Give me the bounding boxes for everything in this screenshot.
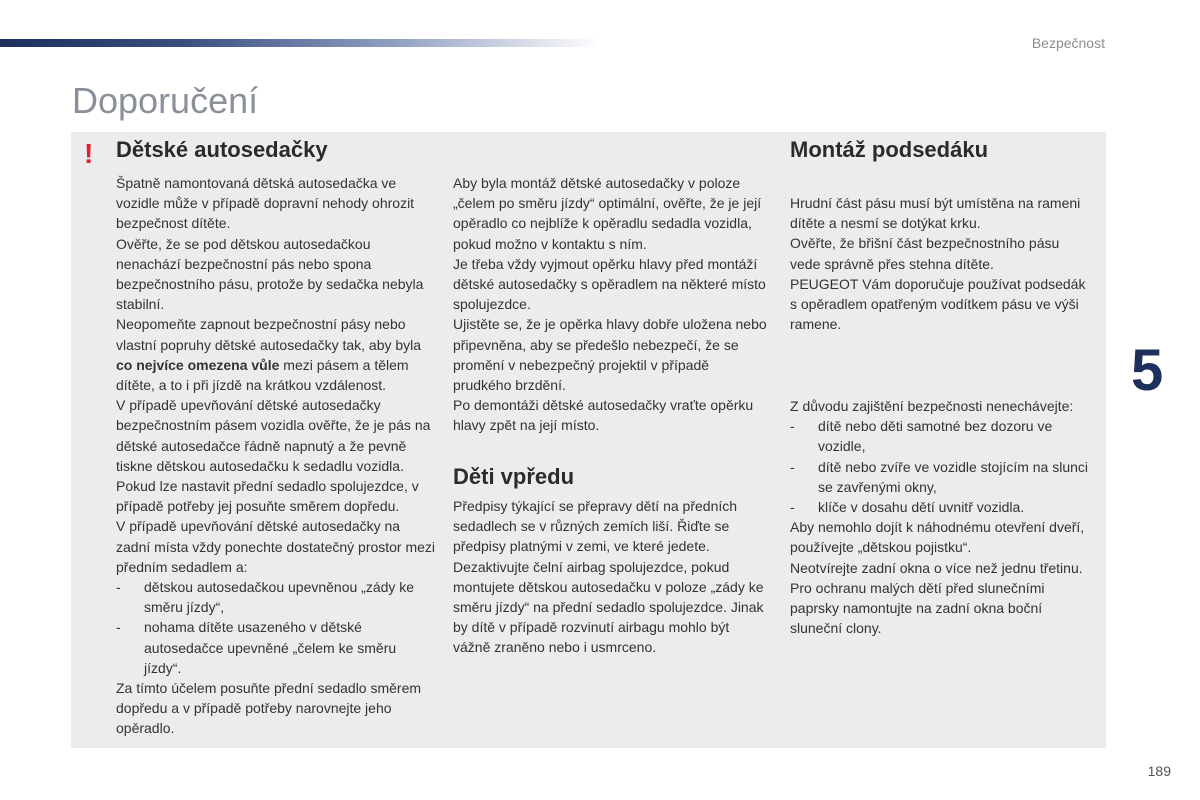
paragraph: Pokud lze nastavit přední sedadlo spolujezdce, v případě potřeby jej posuňte směrem dopředu. — [116, 478, 419, 515]
paragraph-text: mezi pásem a tělem dítěte, a to i při jízdě na krátkou vzdálenost. — [116, 356, 409, 394]
paragraph: Aby nemohlo dojít k náhodnému otevření dveří, používejte „dětskou pojistku“. — [790, 519, 1085, 556]
emphasis-text: co nejvíce omezena vůle — [116, 356, 280, 373]
paragraph: Předpisy týkající se přepravy dětí na předních sedadlech se v různých zemích liší. Řiďte se předpisy platnými v zemi, ve které jedete. — [453, 498, 738, 555]
paragraph: V případě upevňování dětské autosedačky na zadní místa vždy ponechte dostatečný prostor mezi předním sedadlem a: — [116, 518, 436, 575]
list-item: - nohama dítěte usazeného v dětské autosedačce upevněné „čelem ke směru jízdy“. — [116, 617, 436, 678]
left-column — [116, 173, 436, 739]
bullet-list — [116, 577, 436, 678]
list-item: - klíče v dosahu dětí uvnitř vozidla. — [790, 497, 1090, 517]
paragraph: Je třeba vždy vyjmout opěrku hlavy před montáží dětské autosedačky s opěradlem na některé místo spolujezdce. — [453, 255, 766, 313]
right-column-top — [790, 193, 1090, 334]
list-item: - dítě nebo děti samotné bez dozoru ve vozidle, — [790, 416, 1090, 456]
paragraph: Špatně namontovaná dětská autosedačka ve vozidle může v případě dopravní nehody ohrozit bezpečnost dítěte. — [116, 175, 415, 232]
list-item: - dítě nebo zvíře ve vozidle stojícím na slunci se zavřenými okny, — [790, 457, 1090, 497]
paragraph: Neotvírejte zadní okna o více než jednu třetinu. — [790, 559, 1083, 576]
paragraph: Ujistěte se, že je opěrka hlavy dobře uložena nebo připevněna, aby se předešlo nebezpečí, že se promění v nebezpečný projektil v případě prudkého brzdění. — [453, 316, 767, 394]
booster-seat-heading: Montáž podsedáku — [790, 137, 989, 162]
header-gradient-bar — [0, 39, 600, 47]
bullet-list — [790, 416, 1090, 517]
paragraph: Hrudní část pásu musí být umístěna na rameni dítěte a nesmí se dotýkat krku. — [790, 195, 1081, 232]
paragraph: Po demontáži dětské autosedačky vraťte opěrku hlavy zpět na její místo. — [453, 397, 754, 434]
right-column-bottom — [790, 396, 1090, 638]
paragraph: Dezaktivujte čelní airbag spolujezdce, pokud montujete dětskou autosedačku v poloze „zády ke směru jízdy“ na přední sedadlo spolujezdce. Jinak by dítě v případě rozvinutí airbagu mohlo být vážně zraněno nebo i usmrceno. — [453, 558, 764, 656]
middle-column-bottom — [453, 496, 768, 658]
paragraph: Ověřte, že břišní část bezpečnostního pásu vede správně přes stehna dítěte. — [790, 235, 1060, 272]
paragraph — [116, 314, 436, 395]
paragraph: V případě upevňování dětské autosedačky bezpečnostním pásem vozidla ověřte, že je pás na dětské autosedačce řádně napnutý a že pevně tiskne dětskou autosedačku k sedadlu vozidla. — [116, 397, 431, 474]
chapter-number: 5 — [1131, 338, 1164, 403]
paragraph: Za tímto účelem posuňte přední sedadlo směrem dopředu a v případě potřeby narovnejte jeho opěradlo. — [116, 680, 422, 737]
paragraph: Z důvodu zajištění bezpečnosti nenechávejte: — [790, 398, 1074, 414]
paragraph: Ověřte, že se pod dětskou autosedačkou nenachází bezpečnostní pás nebo spona bezpečnostního pásu, protože by sedačka nebyla stabilní. — [116, 235, 424, 313]
warning-icon: ! — [84, 138, 94, 169]
child-seats-heading: Dětské autosedačky — [116, 137, 328, 162]
children-front-heading: Děti vpředu — [453, 464, 575, 489]
paragraph: PEUGEOT Vám doporučuje používat podsedák s opěradlem opatřeným vodítkem pásu ve výši ramene. — [790, 275, 1086, 333]
paragraph: Pro ochranu malých dětí před slunečními paprsky namontujte na zadní okna boční sluneční clony. — [790, 579, 1045, 637]
section-name: Bezpečnost — [1031, 35, 1105, 51]
page-title: Doporučení — [72, 80, 259, 121]
paragraph-text: Neopomeňte zapnout bezpečnostní pásy nebo vlastní popruhy dětské autosedačky tak, aby byla — [116, 316, 422, 353]
middle-column-top — [453, 173, 768, 436]
list-item: - dětskou autosedačkou upevněnou „zády ke směru jízdy“, — [116, 577, 436, 617]
page-number: 189 — [1147, 763, 1171, 779]
paragraph: Aby byla montáž dětské autosedačky v poloze „čelem po směru jízdy“ optimální, ověřte, že je její opěradlo co nejblíže k opěradlu sedadla vozidla, pokud možno v kontaktu s ním. — [453, 175, 762, 252]
